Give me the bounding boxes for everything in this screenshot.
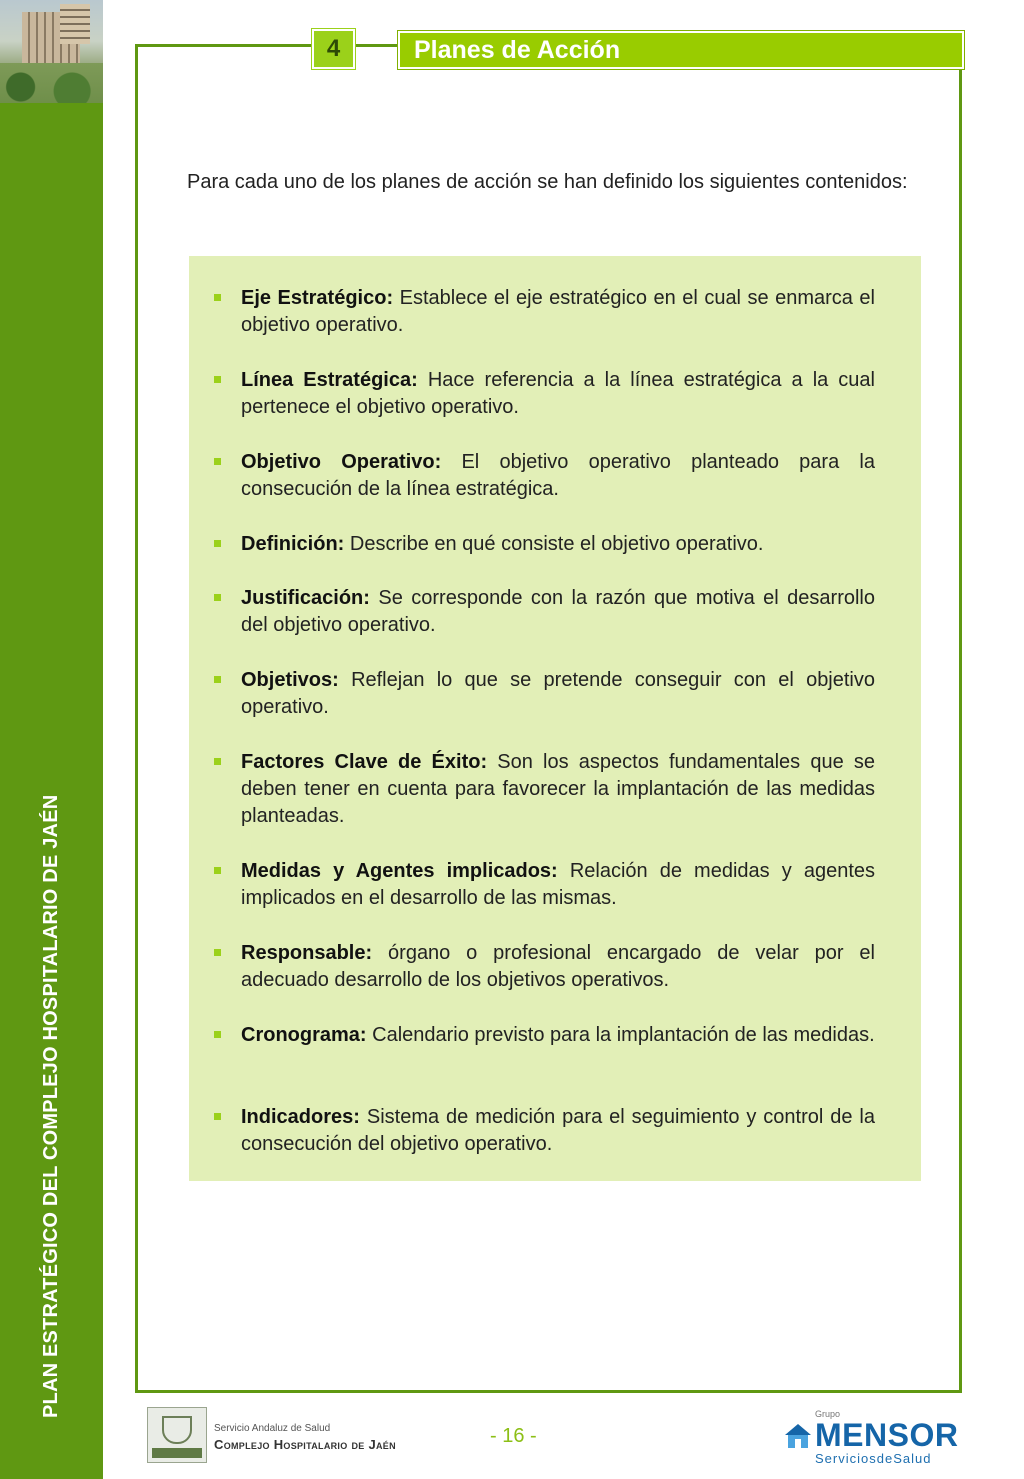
mensor-logo-text: MENSOR — [815, 1417, 959, 1453]
item-text: Se corresponde con la razón que motiva el desarrollo del objetivo operativo. — [241, 587, 875, 636]
square-bullet-icon — [214, 758, 221, 765]
item-text: Son los aspectos fundamentales que se deben tener en cuenta para favorecer la implantación de las medidas planteadas. — [241, 751, 875, 827]
item-term: Cronograma: — [241, 1024, 367, 1046]
list-item — [241, 531, 875, 558]
list-item — [241, 367, 875, 421]
trees-image — [0, 63, 103, 103]
item-term: Justificación: — [241, 587, 370, 609]
item-text: El objetivo operativo planteado para la consecución de la línea estratégica. — [241, 451, 875, 500]
list-item — [241, 285, 875, 339]
coat-of-arms-icon — [162, 1416, 192, 1444]
item-term: Objetivo Operativo: — [241, 451, 442, 473]
list-item — [241, 449, 875, 503]
square-bullet-icon — [214, 676, 221, 683]
junta-andalucia-logo — [147, 1407, 207, 1463]
square-bullet-icon — [214, 1031, 221, 1038]
list-item — [241, 1022, 875, 1049]
item-term: Medidas y Agentes implicados: — [241, 860, 558, 882]
square-bullet-icon — [214, 458, 221, 465]
list-item — [241, 1104, 875, 1158]
list-item — [241, 667, 875, 721]
item-text: Sistema de medición para el seguimiento y control de la consecución del objetivo operativo. — [241, 1106, 875, 1155]
item-term: Eje Estratégico: — [241, 287, 394, 309]
item-text: Hace referencia a la línea estratégica a la cual pertenece el objetivo operativo. — [241, 369, 875, 418]
sas-name: Servicio Andaluz de Salud — [214, 1423, 331, 1434]
item-text: Describe en qué consiste el objetivo operativo. — [349, 533, 764, 555]
item-term: Indicadores: — [241, 1106, 360, 1128]
item-term: Objetivos: — [241, 669, 339, 691]
square-bullet-icon — [214, 540, 221, 547]
intro-paragraph: Para cada uno de los planes de acción se han definido los siguientes contenidos: — [187, 171, 908, 193]
square-bullet-icon — [214, 949, 221, 956]
list-item — [241, 858, 875, 912]
item-term: Definición: — [241, 533, 345, 555]
square-bullet-icon — [214, 1113, 221, 1120]
section-number: 4 — [312, 29, 355, 69]
building-image — [60, 4, 90, 44]
list-item — [241, 749, 875, 830]
item-text: Reflejan lo que se pretende conseguir con el objetivo operativo. — [241, 669, 875, 718]
mensor-tagline: ServiciosdeSalud — [815, 1451, 932, 1466]
section-title: Planes de Acción — [398, 31, 964, 69]
item-term: Responsable: — [241, 942, 373, 964]
item-text: Relación de medidas y agentes implicados en el desarrollo de las mismas. — [241, 860, 876, 909]
item-text: órgano o profesional encargado de velar por el adecuado desarrollo de los objetivos operativos. — [241, 942, 875, 991]
vertical-document-title: PLAN ESTRATÉGICO DEL COMPLEJO HOSPITALARIO DE JAÉN — [40, 794, 62, 1418]
item-term: Línea Estratégica: — [241, 369, 418, 391]
list-item — [241, 940, 875, 994]
list-item — [241, 585, 875, 639]
mensor-logo-icon — [783, 1421, 813, 1451]
item-text: Establece el eje estratégico en el cual se enmarca el objetivo operativo. — [241, 287, 875, 336]
logo-band — [152, 1448, 202, 1458]
hospital-photo — [0, 0, 103, 103]
square-bullet-icon — [214, 594, 221, 601]
sidebar — [0, 0, 103, 1479]
hospital-name: Complejo Hospitalario de Jaén — [214, 1437, 396, 1452]
item-term: Factores Clave de Éxito: — [241, 751, 488, 773]
grupo-label: Grupo — [815, 1409, 841, 1419]
square-bullet-icon — [214, 376, 221, 383]
page-number: - 16 - — [490, 1425, 537, 1447]
item-text: Calendario previsto para la implantación de las medidas. — [372, 1024, 875, 1046]
square-bullet-icon — [214, 867, 221, 874]
square-bullet-icon — [214, 294, 221, 301]
